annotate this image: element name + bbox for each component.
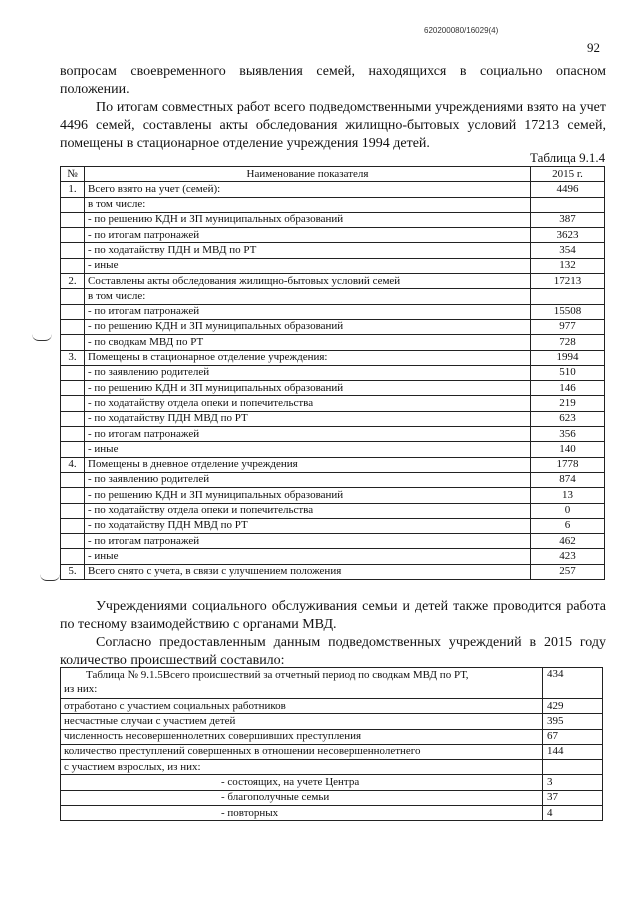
row-value: 140 xyxy=(531,442,605,457)
table-row xyxy=(61,564,605,579)
table-row xyxy=(61,319,605,334)
header-num: № xyxy=(61,167,85,182)
row-value: 4496 xyxy=(531,182,605,197)
row-num xyxy=(61,488,85,503)
table-row xyxy=(61,806,603,821)
table-row xyxy=(61,228,605,243)
table-row xyxy=(61,381,605,396)
table-row xyxy=(61,775,603,790)
row-label: - по ходатайству отдела опеки и попечительства xyxy=(85,503,531,518)
table-row xyxy=(61,258,605,273)
table-row xyxy=(61,729,603,744)
table-9-1-5 xyxy=(60,667,603,821)
row-value: 423 xyxy=(531,549,605,564)
table-row xyxy=(61,534,605,549)
table-9-1-4-body xyxy=(61,182,605,580)
row-label: - состоящих, на учете Центра xyxy=(61,775,543,790)
row-value: 462 xyxy=(531,534,605,549)
row-value: 623 xyxy=(531,411,605,426)
table-row xyxy=(61,699,603,714)
row-label: с участием взрослых, из них: xyxy=(61,760,543,775)
paragraph-results: По итогам совместных работ всего подведомственными учреждениями взято на учет 4496 семей, составлены акты обследования жилищно-бытовых условий 17213 семей, помещены в стационарное отделение учреждения 1994 детей. xyxy=(60,100,606,151)
row-num xyxy=(61,549,85,564)
table-9-1-5-intro-cell xyxy=(61,668,543,699)
row-num: 1. xyxy=(61,182,85,197)
table-row xyxy=(61,243,605,258)
row-value xyxy=(543,760,603,775)
row-label: - по заявлению родителей xyxy=(85,472,531,487)
row-label: - по итогам патронажей xyxy=(85,534,531,549)
table-row xyxy=(61,760,603,775)
table-row xyxy=(61,365,605,380)
row-value: 3623 xyxy=(531,228,605,243)
table-row xyxy=(61,335,605,350)
row-label: несчастные случаи с участием детей xyxy=(61,714,543,729)
table-row xyxy=(61,549,605,564)
row-value xyxy=(531,197,605,212)
row-value: 146 xyxy=(531,381,605,396)
row-value: 0 xyxy=(531,503,605,518)
row-value: 354 xyxy=(531,243,605,258)
row-label: - по итогам патронажей xyxy=(85,304,531,319)
table-9-1-4-caption: Таблица 9.1.4 xyxy=(530,150,606,165)
row-num xyxy=(61,518,85,533)
paragraph-mvd-cooperation: Учреждениями социального обслуживания семьи и детей также проводится работа по тесному взаимодействию с органами МВД. xyxy=(60,599,606,632)
row-num xyxy=(61,503,85,518)
row-label: - по ходатайству отдела опеки и попечительства xyxy=(85,396,531,411)
row-label: - повторных xyxy=(61,806,543,821)
row-value: 3 xyxy=(543,775,603,790)
row-num: 5. xyxy=(61,564,85,579)
paragraph-incidents-intro: Согласно предоставленным данным подведомственных учреждений в 2015 году количество происшествий составило: xyxy=(60,635,606,668)
table-row xyxy=(61,518,605,533)
table-9-1-4 xyxy=(60,166,605,580)
row-num xyxy=(61,472,85,487)
row-value: 219 xyxy=(531,396,605,411)
row-value: 356 xyxy=(531,427,605,442)
row-label: - по решению КДН и ЗП муниципальных образований xyxy=(85,212,531,227)
row-label: - по итогам патронажей xyxy=(85,427,531,442)
row-value: 13 xyxy=(531,488,605,503)
row-label: в том числе: xyxy=(85,197,531,212)
row-value: 1778 xyxy=(531,457,605,472)
row-label: количество преступлений совершенных в отношении несовершеннолетнего xyxy=(61,744,543,759)
row-label: - по решению КДН и ЗП муниципальных образований xyxy=(85,319,531,334)
row-label: численность несовершеннолетних совершивших преступления xyxy=(61,729,543,744)
row-value: 144 xyxy=(543,744,603,759)
table-row xyxy=(61,212,605,227)
row-num xyxy=(61,335,85,350)
row-num xyxy=(61,212,85,227)
table-9-1-5-subtitle: из них: xyxy=(64,683,98,695)
row-label: - по ходатайству ПДН МВД по РТ xyxy=(85,518,531,533)
row-label: в том числе: xyxy=(85,289,531,304)
table-row xyxy=(61,457,605,472)
row-value: 132 xyxy=(531,258,605,273)
margin-checkmark xyxy=(40,574,60,581)
row-num xyxy=(61,258,85,273)
row-value: 1994 xyxy=(531,350,605,365)
table-row xyxy=(61,274,605,289)
row-num xyxy=(61,427,85,442)
table-row xyxy=(61,714,603,729)
row-label: - иные xyxy=(85,258,531,273)
row-label: Составлены акты обследования жилищно-бытовых условий семей xyxy=(85,274,531,289)
row-label: - по решению КДН и ЗП муниципальных образований xyxy=(85,488,531,503)
row-label: - по ходатайству ПДН и МВД по РТ xyxy=(85,243,531,258)
row-value: 15508 xyxy=(531,304,605,319)
row-num xyxy=(61,442,85,457)
row-label: Всего снято с учета, в связи с улучшением положения xyxy=(85,564,531,579)
row-num xyxy=(61,411,85,426)
row-label: - по решению КДН и ЗП муниципальных образований xyxy=(85,381,531,396)
table-9-1-5-title: Таблица № 9.1.5Всего происшествий за отчетный период по сводкам МВД по РТ, xyxy=(86,669,469,681)
row-num xyxy=(61,319,85,334)
row-label: - иные xyxy=(85,549,531,564)
row-num xyxy=(61,243,85,258)
margin-checkmark xyxy=(32,334,52,341)
row-value: 17213 xyxy=(531,274,605,289)
table-header-row xyxy=(61,167,605,182)
row-value: 977 xyxy=(531,319,605,334)
row-label: Помещены в стационарное отделение учреждения: xyxy=(85,350,531,365)
row-value: 257 xyxy=(531,564,605,579)
row-label: Помещены в дневное отделение учреждения xyxy=(85,457,531,472)
row-num xyxy=(61,197,85,212)
header-name: Наименование показателя xyxy=(85,167,531,182)
row-num xyxy=(61,534,85,549)
table-row xyxy=(61,289,605,304)
table-row xyxy=(61,197,605,212)
row-value xyxy=(531,289,605,304)
table-row xyxy=(61,396,605,411)
row-label: - по ходатайству ПДН МВД по РТ xyxy=(85,411,531,426)
table-row xyxy=(61,472,605,487)
paragraph-continuation: вопросам своевременного выявления семей, находящихся в социально опасном положении. xyxy=(60,64,606,97)
row-value: 429 xyxy=(543,699,603,714)
row-label: отработано с участием социальных работников xyxy=(61,699,543,714)
row-label: Всего взято на учет (семей): xyxy=(85,182,531,197)
row-value: 67 xyxy=(543,729,603,744)
row-num xyxy=(61,228,85,243)
row-num: 2. xyxy=(61,274,85,289)
page-number: 92 xyxy=(587,40,600,55)
table-9-1-5-body xyxy=(61,668,603,821)
table-row xyxy=(61,411,605,426)
table-row xyxy=(61,442,605,457)
row-value: 387 xyxy=(531,212,605,227)
row-num xyxy=(61,381,85,396)
table-row xyxy=(61,790,603,805)
row-value: 510 xyxy=(531,365,605,380)
table-row xyxy=(61,503,605,518)
row-value: 395 xyxy=(543,714,603,729)
row-label: - по сводкам МВД по РТ xyxy=(85,335,531,350)
document-header-code: 620200080/16029(4) xyxy=(424,26,499,35)
row-label: - по итогам патронажей xyxy=(85,228,531,243)
row-value: 874 xyxy=(531,472,605,487)
table-row xyxy=(61,488,605,503)
row-num xyxy=(61,289,85,304)
row-label: - благополучные семьи xyxy=(61,790,543,805)
row-value: 728 xyxy=(531,335,605,350)
table-row xyxy=(61,182,605,197)
table-row xyxy=(61,304,605,319)
row-value: 6 xyxy=(531,518,605,533)
table-row xyxy=(61,668,603,699)
row-value: 37 xyxy=(543,790,603,805)
row-value: 4 xyxy=(543,806,603,821)
row-num xyxy=(61,365,85,380)
row-label: - иные xyxy=(85,442,531,457)
row-label: - по заявлению родителей xyxy=(85,365,531,380)
table-row xyxy=(61,744,603,759)
row-num xyxy=(61,396,85,411)
row-num: 4. xyxy=(61,457,85,472)
row-value: 434 xyxy=(543,668,603,699)
header-year: 2015 г. xyxy=(531,167,605,182)
row-num xyxy=(61,304,85,319)
row-num: 3. xyxy=(61,350,85,365)
table-row xyxy=(61,350,605,365)
table-row xyxy=(61,427,605,442)
